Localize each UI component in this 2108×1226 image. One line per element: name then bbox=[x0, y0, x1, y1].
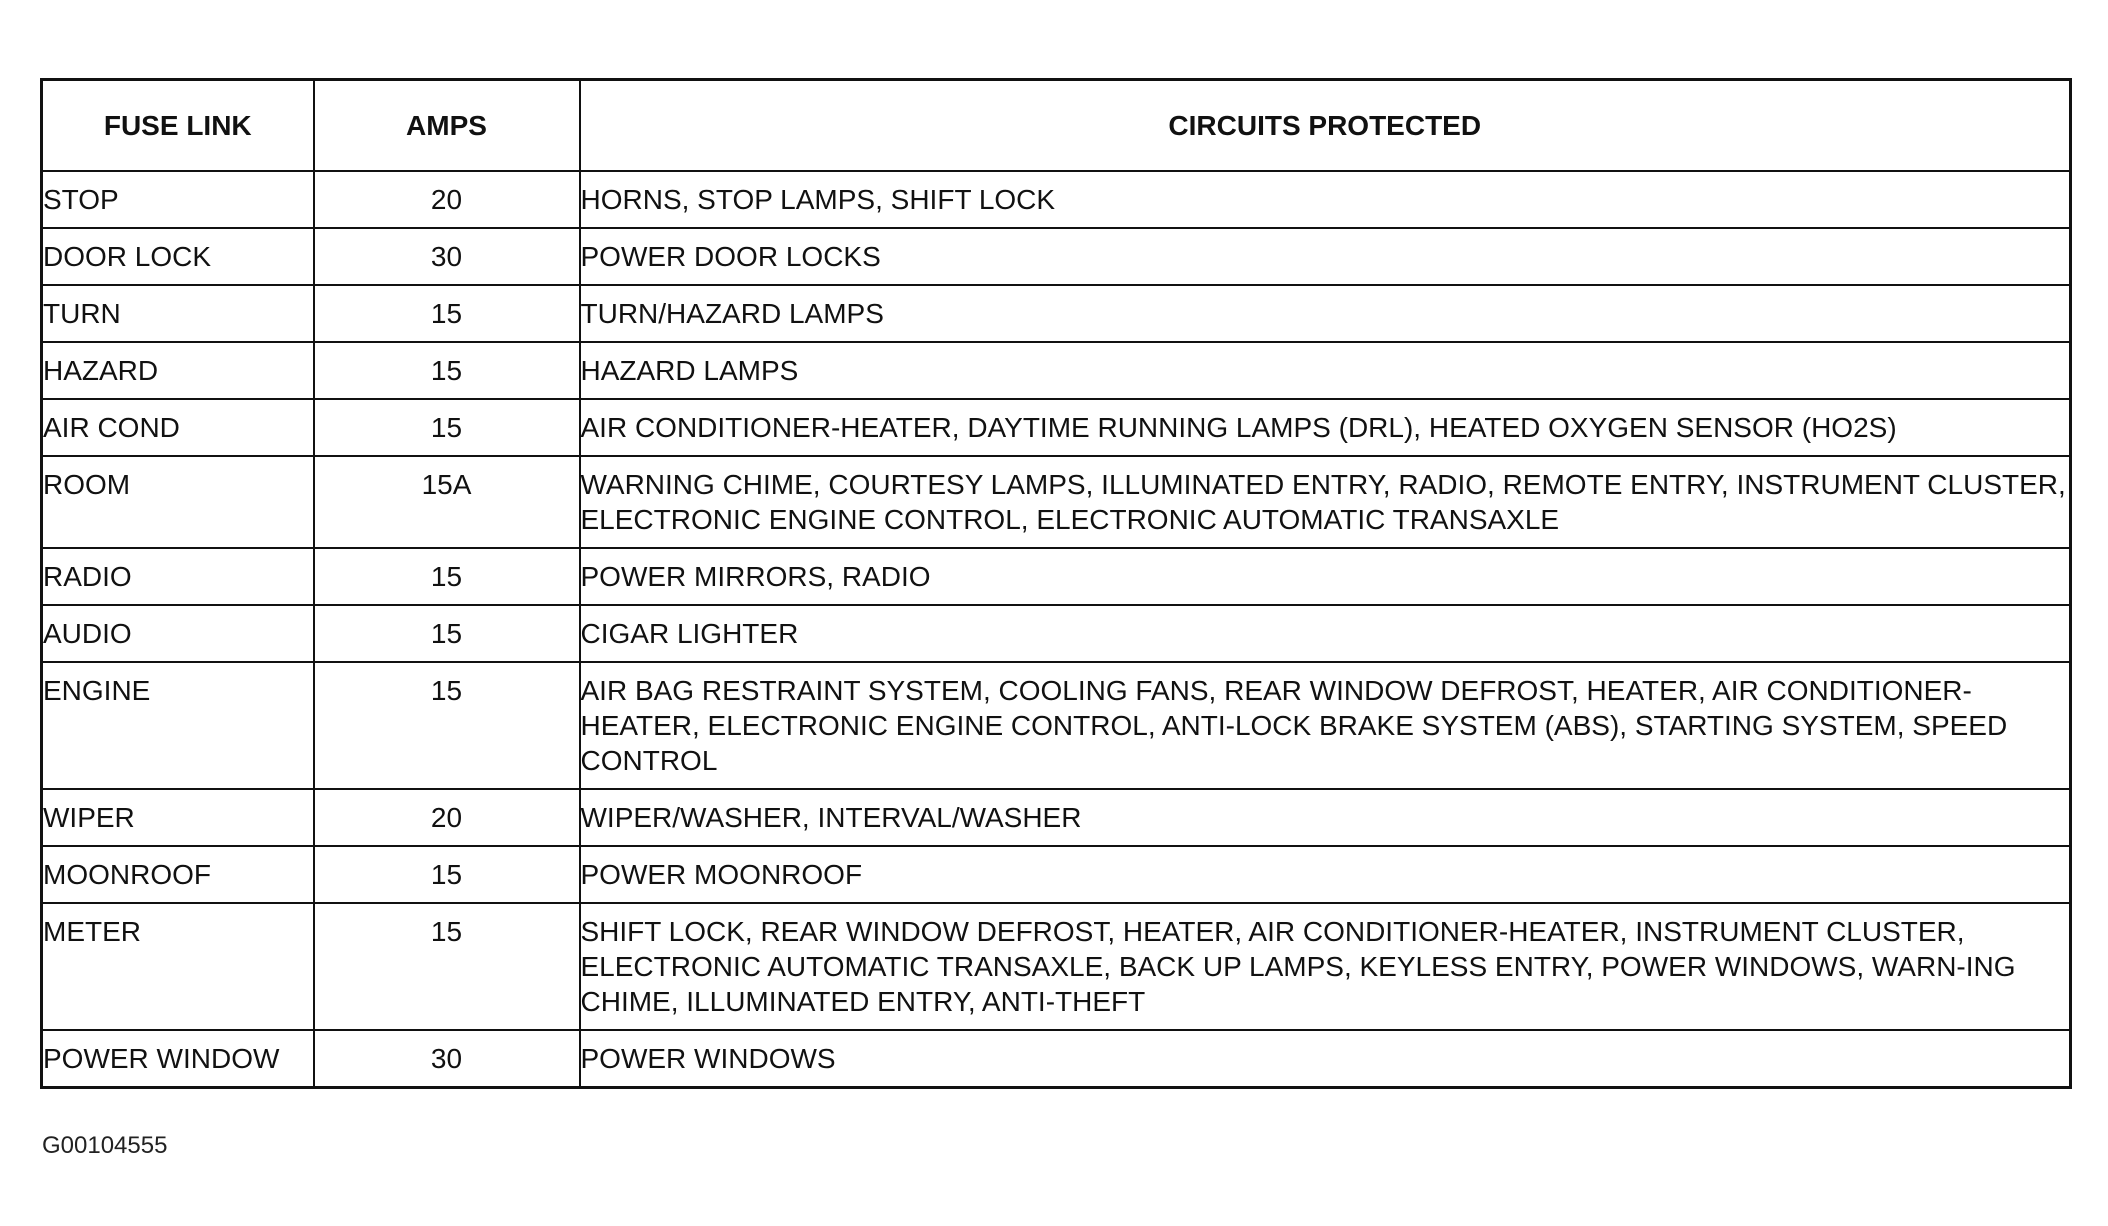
fuse-link-cell: TURN bbox=[42, 285, 314, 342]
table-row bbox=[42, 1030, 2071, 1088]
amps-cell: 15 bbox=[314, 548, 580, 605]
circuits-cell: POWER MOONROOF bbox=[580, 846, 2071, 903]
fuse-link-cell: WIPER bbox=[42, 789, 314, 846]
amps-cell: 15 bbox=[314, 903, 580, 1030]
table-row bbox=[42, 605, 2071, 662]
circuits-cell: TURN/HAZARD LAMPS bbox=[580, 285, 2071, 342]
amps-cell: 15 bbox=[314, 662, 580, 789]
circuits-cell: POWER DOOR LOCKS bbox=[580, 228, 2071, 285]
circuits-cell: WIPER/WASHER, INTERVAL/WASHER bbox=[580, 789, 2071, 846]
circuits-cell: WARNING CHIME, COURTESY LAMPS, ILLUMINATED ENTRY, RADIO, REMOTE ENTRY, INSTRUMENT CLUSTER, ELECTRONIC ENGINE CONTROL, ELECTRONIC AUTOMATIC TRANSAXLE bbox=[580, 456, 2071, 548]
header-row bbox=[42, 80, 2071, 172]
fuse-link-cell: POWER WINDOW bbox=[42, 1030, 314, 1088]
amps-cell: 15 bbox=[314, 846, 580, 903]
fuse-link-cell: AUDIO bbox=[42, 605, 314, 662]
fuse-link-table bbox=[40, 78, 2072, 1089]
amps-cell: 15 bbox=[314, 285, 580, 342]
amps-cell: 30 bbox=[314, 228, 580, 285]
circuits-cell: AIR BAG RESTRAINT SYSTEM, COOLING FANS, REAR WINDOW DEFROST, HEATER, AIR CONDITIONER-HEATER, ELECTRONIC ENGINE CONTROL, ANTI-LOCK BRAKE SYSTEM (ABS), STARTING SYSTEM, SPEED CONTROL bbox=[580, 662, 2071, 789]
table-row bbox=[42, 342, 2071, 399]
fuse-link-cell: METER bbox=[42, 903, 314, 1030]
table-row bbox=[42, 399, 2071, 456]
table-row bbox=[42, 456, 2071, 548]
amps-cell: 15 bbox=[314, 399, 580, 456]
amps-cell: 30 bbox=[314, 1030, 580, 1088]
header-fuse-link: FUSE LINK bbox=[42, 80, 314, 172]
amps-cell: 20 bbox=[314, 171, 580, 228]
fuse-link-cell: ENGINE bbox=[42, 662, 314, 789]
circuits-cell: HORNS, STOP LAMPS, SHIFT LOCK bbox=[580, 171, 2071, 228]
fuse-link-cell: MOONROOF bbox=[42, 846, 314, 903]
table-row bbox=[42, 846, 2071, 903]
circuits-cell: POWER MIRRORS, RADIO bbox=[580, 548, 2071, 605]
header-circuits-protected: CIRCUITS PROTECTED bbox=[580, 80, 2071, 172]
fuse-link-cell: STOP bbox=[42, 171, 314, 228]
fuse-link-cell: ROOM bbox=[42, 456, 314, 548]
table-row bbox=[42, 285, 2071, 342]
fuse-link-cell: RADIO bbox=[42, 548, 314, 605]
table-row bbox=[42, 548, 2071, 605]
amps-cell: 15 bbox=[314, 342, 580, 399]
amps-cell: 15 bbox=[314, 605, 580, 662]
table-row bbox=[42, 662, 2071, 789]
fuse-link-cell: AIR COND bbox=[42, 399, 314, 456]
table-row bbox=[42, 228, 2071, 285]
header-amps: AMPS bbox=[314, 80, 580, 172]
amps-cell: 20 bbox=[314, 789, 580, 846]
fuse-link-cell: HAZARD bbox=[42, 342, 314, 399]
circuits-cell: POWER WINDOWS bbox=[580, 1030, 2071, 1088]
fuse-link-cell: DOOR LOCK bbox=[42, 228, 314, 285]
circuits-cell: AIR CONDITIONER-HEATER, DAYTIME RUNNING LAMPS (DRL), HEATED OXYGEN SENSOR (HO2S) bbox=[580, 399, 2071, 456]
circuits-cell: HAZARD LAMPS bbox=[580, 342, 2071, 399]
circuits-cell: SHIFT LOCK, REAR WINDOW DEFROST, HEATER, AIR CONDITIONER-HEATER, INSTRUMENT CLUSTER, ELECTRONIC AUTOMATIC TRANSAXLE, BACK UP LAMPS, KEYLESS ENTRY, POWER WINDOWS, WARN-ING CHIME, ILLUMINATED ENTRY, ANTI-THEFT bbox=[580, 903, 2071, 1030]
table-row bbox=[42, 171, 2071, 228]
amps-cell: 15A bbox=[314, 456, 580, 548]
table-row bbox=[42, 789, 2071, 846]
circuits-cell: CIGAR LIGHTER bbox=[580, 605, 2071, 662]
table-row bbox=[42, 903, 2071, 1030]
figure-id: G00104555 bbox=[42, 1132, 168, 1159]
